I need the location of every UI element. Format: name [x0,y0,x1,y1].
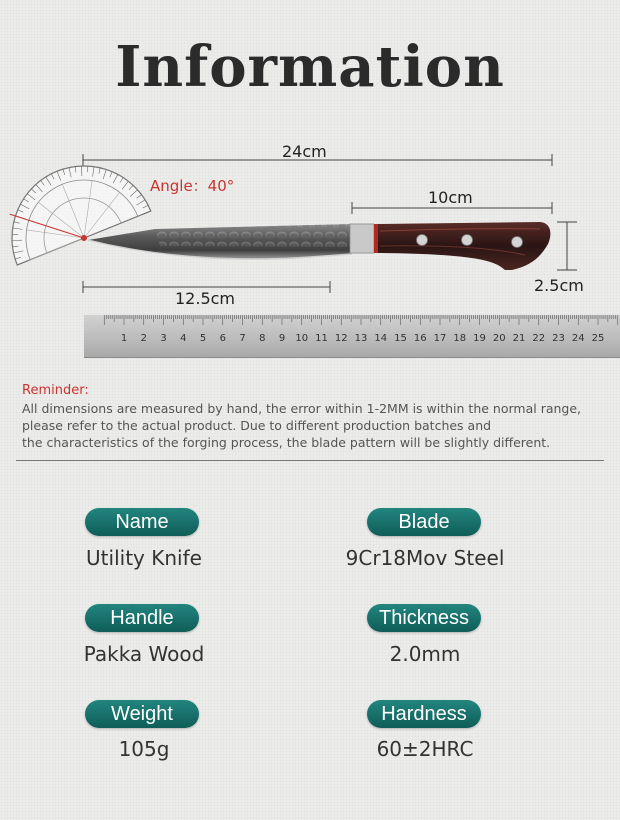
ruler-number: 25 [591,333,605,344]
ruler-number: 19 [473,333,486,344]
spec-label-name: Name [85,508,199,536]
angle-label: Angle：40° [150,177,235,195]
spec-value-weight: 105g [118,737,170,761]
total-length-label: 24cm [282,142,327,161]
ruler-number: 24 [571,333,585,344]
ruler-markings [84,314,620,358]
ruler-number: 11 [315,333,328,344]
spec-label-weight: Weight [85,700,199,728]
ruler-number: 17 [433,333,447,344]
spec-value-blade: 9Cr18Mov Steel [345,546,505,570]
reminder-title: Reminder: [22,383,89,398]
measuring-ruler [84,314,620,358]
spec-label-thickness: Thickness [367,604,481,632]
ruler-number: 9 [278,333,286,344]
reminder-line-3: the characteristics of the forging process, the blade pattern will be slightly different. [22,435,551,450]
ruler-number: 13 [354,333,368,344]
ruler-number: 4 [180,333,187,344]
handle-height-label: 2.5cm [534,276,584,295]
ruler-number: 8 [259,333,266,344]
blade-length-label: 12.5cm [175,289,236,308]
ruler-number: 23 [552,333,565,344]
spec-value-handle: Pakka Wood [83,642,205,666]
ruler-number: 12 [334,333,348,344]
ruler-number: 2 [140,333,147,344]
ruler-number: 22 [532,333,546,344]
ruler-number: 15 [394,333,407,344]
ruler-number: 14 [374,333,388,344]
spec-value-hardness: 60±2HRC [376,737,474,761]
ruler-number: 16 [413,333,427,344]
knife-blade [88,224,352,259]
ruler-number: 1 [120,333,128,344]
handle-length-label: 10cm [428,188,473,207]
spec-label-blade: Blade [367,508,481,536]
spec-label-hardness: Hardness [367,700,481,728]
ruler-number: 5 [199,333,207,344]
spec-label-handle: Handle [85,604,199,632]
ruler-number: 18 [453,333,467,344]
reminder-line-2: please refer to the actual product. Due to different production batches and [22,418,492,433]
ruler-number: 3 [160,333,167,344]
spec-value-name: Utility Knife [86,546,202,570]
handle-height-line [557,222,577,270]
ruler-number: 6 [219,333,226,344]
ruler-number: 20 [492,333,506,344]
knife-handle [378,222,550,270]
section-divider [16,460,604,461]
spec-value-thickness: 2.0mm [389,642,461,666]
page-title: Information [115,34,505,100]
reminder-line-1: All dimensions are measured by hand, the error within 1-2MM is within the normal range, [22,401,582,416]
knife-bolster [350,224,378,253]
ruler-number: 7 [239,333,246,344]
ruler-number: 21 [512,333,526,344]
ruler-number: 10 [295,333,309,344]
